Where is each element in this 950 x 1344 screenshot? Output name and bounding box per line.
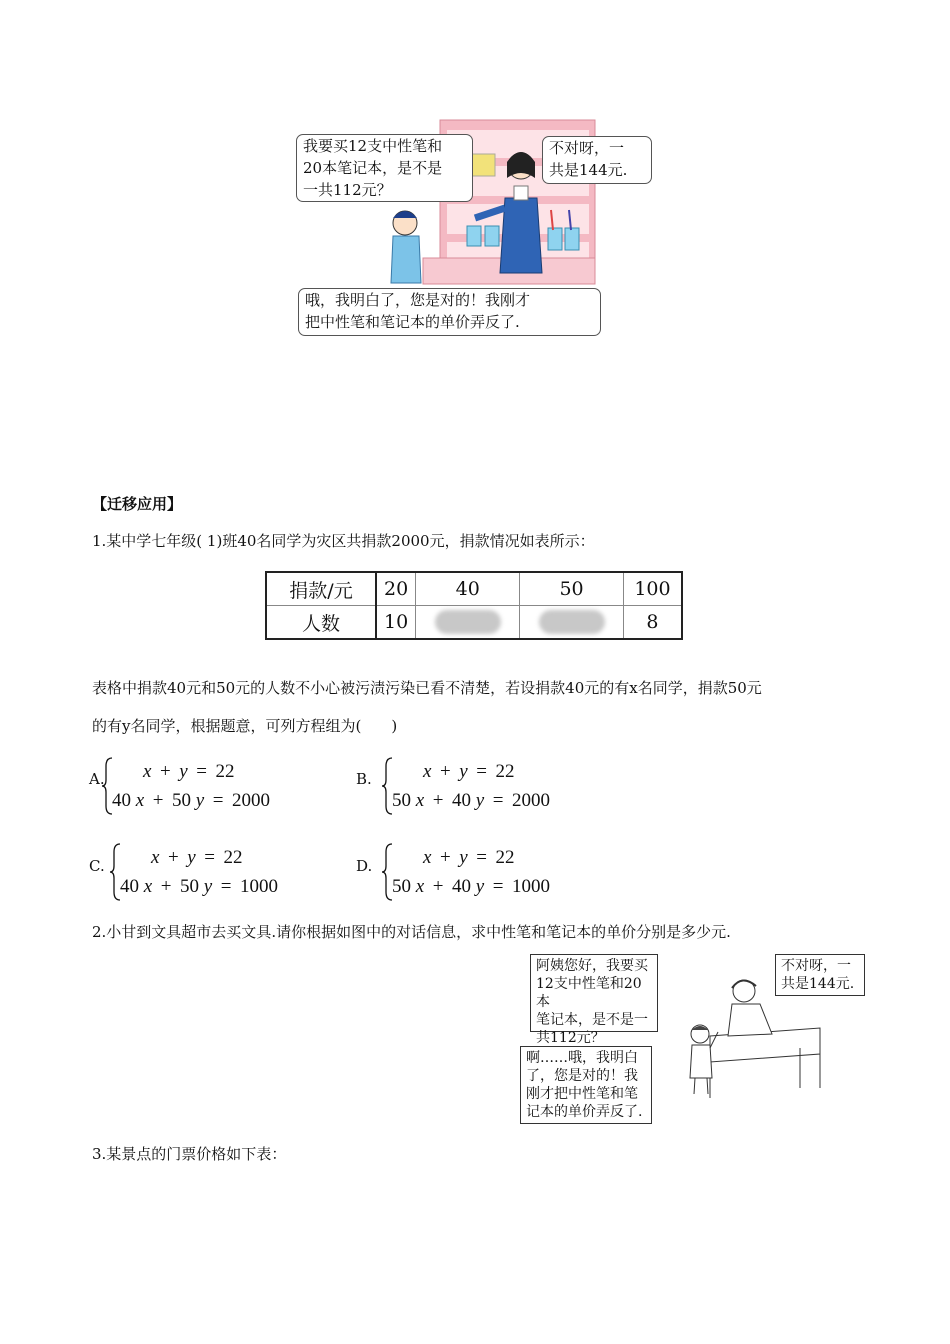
bubble-boy-reply [298,288,601,336]
q1-paragraph-line1: 表格中捐款40元和50元的人数不小心被污渍污染已看不清楚，若设捐款40元的有x名同学，捐款50元 [92,679,762,697]
bubble-line: 了，您是对的！我 [526,1068,638,1084]
option-label: D. [356,857,373,875]
bubble-line: 不对呀，一 [781,958,851,974]
bubble-line: 12支中性笔和20本 [536,976,642,1010]
q3-text: 3.某景点的门票价格如下表： [92,1145,287,1163]
bubble-line: 哦，我明白了，您是对的！我刚才 [305,291,531,309]
table-cell: 10 [376,606,416,640]
bubble-line: 共112元？ [536,1030,605,1046]
table-cell: 8 [623,606,682,640]
q2-text: 2.小甘到文具超市去买文具.请你根据如图中的对话信息，求中性笔和笔记本的单价分别是多少元. [92,923,731,941]
stain-blot [435,610,501,634]
table-row [266,572,682,606]
table-header-cell: 人数 [266,606,376,640]
bubble-line: 阿姨您好，我要买 [536,958,648,974]
bubble-line: 啊……哦，我明白 [526,1050,638,1066]
option-label: C. [89,857,105,875]
table-cell: 20 [376,572,416,606]
bubble-boy-question [296,134,473,202]
table-cell-stained [416,606,520,640]
table-cell: 100 [623,572,682,606]
equation-1: x + y = 22 [423,761,515,782]
section-heading: 【迁移应用】 [92,495,183,513]
figure-stationery-shop [295,118,660,338]
bubble-line: 把中性笔和笔记本的单价弄反了. [305,313,520,331]
option-label: B. [356,770,372,788]
option-label: A. [89,770,105,788]
bubble-clerk [542,136,652,184]
equation-1: x + y = 22 [143,761,235,782]
equation-1: x + y = 22 [423,847,515,868]
figure-q2-illustration [520,948,870,1128]
donation-table [265,571,683,640]
bubble-boy-reply [520,1046,652,1124]
bubble-line: 一共112元？ [303,181,392,199]
equation-2: 40 x + 50 y = 1000 [120,876,279,897]
equation-1: x + y = 22 [151,847,243,868]
bubble-line: 笔记本，是不是一 [536,1012,648,1028]
table-cell: 50 [520,572,624,606]
equation-2: 40 x + 50 y = 2000 [112,790,271,811]
table-cell: 40 [416,572,520,606]
bubble-line: 我要买12支中性笔和 [303,137,443,155]
equation-2: 50 x + 40 y = 1000 [392,876,551,897]
q1-text: 1.某中学七年级( 1)班40名同学为灾区共捐款2000元，捐款情况如表所示： [92,532,595,550]
bubble-line: 刚才把中性笔和笔 [526,1086,638,1102]
bubble-line: 共是144元. [781,976,855,992]
table-header-cell: 捐款/元 [266,572,376,606]
table-cell-stained [520,606,624,640]
equation-2: 50 x + 40 y = 2000 [392,790,551,811]
bubble-boy-question [530,954,658,1046]
bubble-line: 记本的单价弄反了. [526,1104,643,1120]
stain-blot [539,610,605,634]
table-row [266,606,682,640]
bubble-line: 20本笔记本，是不是 [303,159,443,177]
bubble-clerk [775,954,865,996]
bubble-line: 共是144元. [549,161,628,179]
bubble-line: 不对呀，一 [549,139,625,157]
q1-paragraph-line2: 的有y名同学，根据题意，可列方程组为( ) [92,717,398,735]
